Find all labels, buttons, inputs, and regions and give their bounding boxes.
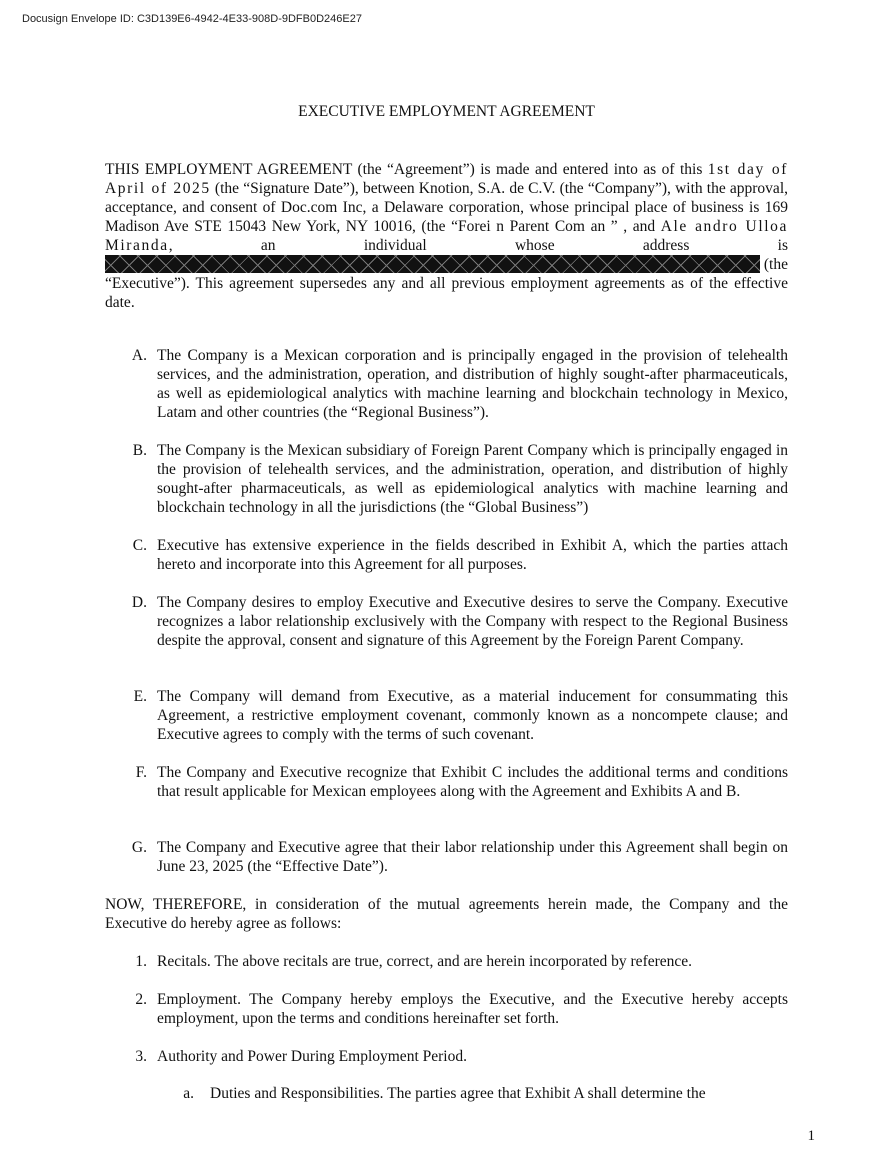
recital-text: The Company will demand from Executive, as a material inducement for consummating this Agreement, a restrictive employment covenant, commonly known as a noncompete clause; and Executive agrees to comply with the terms of such covenant. [157,688,788,743]
recital-text: The Company desires to employ Executive and Executive desires to serve the Company. Executive recognizes a labor relationship exclusively with the Company with respect to the Regional Business despite the approval, consent and signature of this Agreement by the Foreign Parent Company. [157,594,788,649]
signature-date: 1st day of April of 2025 [105,161,788,197]
executive-name: Ale andro Ulloa Miranda [105,218,788,254]
recital-b [105,441,788,517]
recital-label: A. [131,347,147,364]
intro-text-1: THIS EMPLOYMENT AGREEMENT (the “Agreement”) is made and entered into as of this [105,161,708,178]
recital-c [105,536,788,574]
recital-d [105,593,788,650]
recital-text: Executive has extensive experience in the fields described in Exhibit A, which the parties attach hereto and incorporate into this Agreement for all purposes. [157,537,788,573]
recital-text: The Company is a Mexican corporation and is principally engaged in the provision of telehealth services, and the administration, operation, and distribution of highly sought-after pharmaceuticals, as well as epidemiological analytics with machine learning and blockchain technology in Mexico, Latam and other countries (the “Regional Business”). [157,347,788,421]
section-label: 1. [135,953,147,970]
recital-text: The Company and Executive recognize that Exhibit C includes the additional terms and conditions that result applicable for Mexican employees along with the Agreement and Exhibits A and B. [157,764,788,800]
recital-label: G. [131,839,147,856]
recital-label: E. [133,688,147,705]
subsection-text: Duties and Responsibilities. The parties agree that Exhibit A shall determine the [210,1085,706,1102]
recital-text: The Company is the Mexican subsidiary of Foreign Parent Company which is principally engaged in the provision of telehealth services, and the administration, operation, and distribution of highly sought-after pharmaceuticals, as well as epidemiological analytics with machine learning and blockchain technology in all the jurisdictions (the “Global Business”) [157,442,788,516]
section-text: Employment. The Company hereby employs the Executive, and the Executive hereby accepts employment, upon the terms and conditions hereinafter set forth. [157,991,788,1027]
intro-text-4: (the “Executive”). This agreement supersedes any and all previous employment agreements as of the effective date. [105,256,788,311]
section-3 [105,1047,788,1066]
recital-f [105,763,788,801]
page-number: 1 [807,1128,815,1144]
recital-label: C. [132,537,147,554]
page-title: EXECUTIVE EMPLOYMENT AGREEMENT [298,103,595,120]
recital-label: B. [132,442,147,459]
recital-a [105,346,788,422]
redacted-address [105,255,760,273]
section-label: 2. [135,991,147,1008]
recital-text: The Company and Executive agree that their labor relationship under this Agreement shall begin on June 23, 2025 (the “Effective Date”). [157,839,788,875]
recital-g [105,838,788,876]
section-1 [105,952,788,971]
section-2 [105,990,788,1028]
section-label: 3. [135,1048,147,1065]
section-text: Authority and Power During Employment Period. [157,1048,467,1065]
intro-text-2: (the “Signature Date”), between Knotion, S.A. de C.V. (the “Company”), with the approval, acceptance, and consent of Doc.com Inc, a Delaware corporation, whose principal place of business is 169 Madison Ave STE 15043 New York, NY 10016, (the “Forei n Parent Com an ” , and [105,180,788,235]
intro-paragraph [105,160,788,312]
subsection-label: a. [183,1085,194,1102]
subsection-a [170,1084,788,1103]
intro-text-3: , an individual whose address is [168,237,788,254]
recital-label: D. [131,594,147,611]
now-therefore-paragraph: NOW, THEREFORE, in consideration of the mutual agreements herein made, the Company and the Executive do hereby agree as follows: [105,896,788,932]
recital-e [105,687,788,744]
recital-label: F. [135,764,147,781]
section-text: Recitals. The above recitals are true, correct, and are herein incorporated by reference. [157,953,693,970]
envelope-id: Docusign Envelope ID: C3D139E6-4942-4E33-908D-9DFB0D246E27 [22,13,362,25]
